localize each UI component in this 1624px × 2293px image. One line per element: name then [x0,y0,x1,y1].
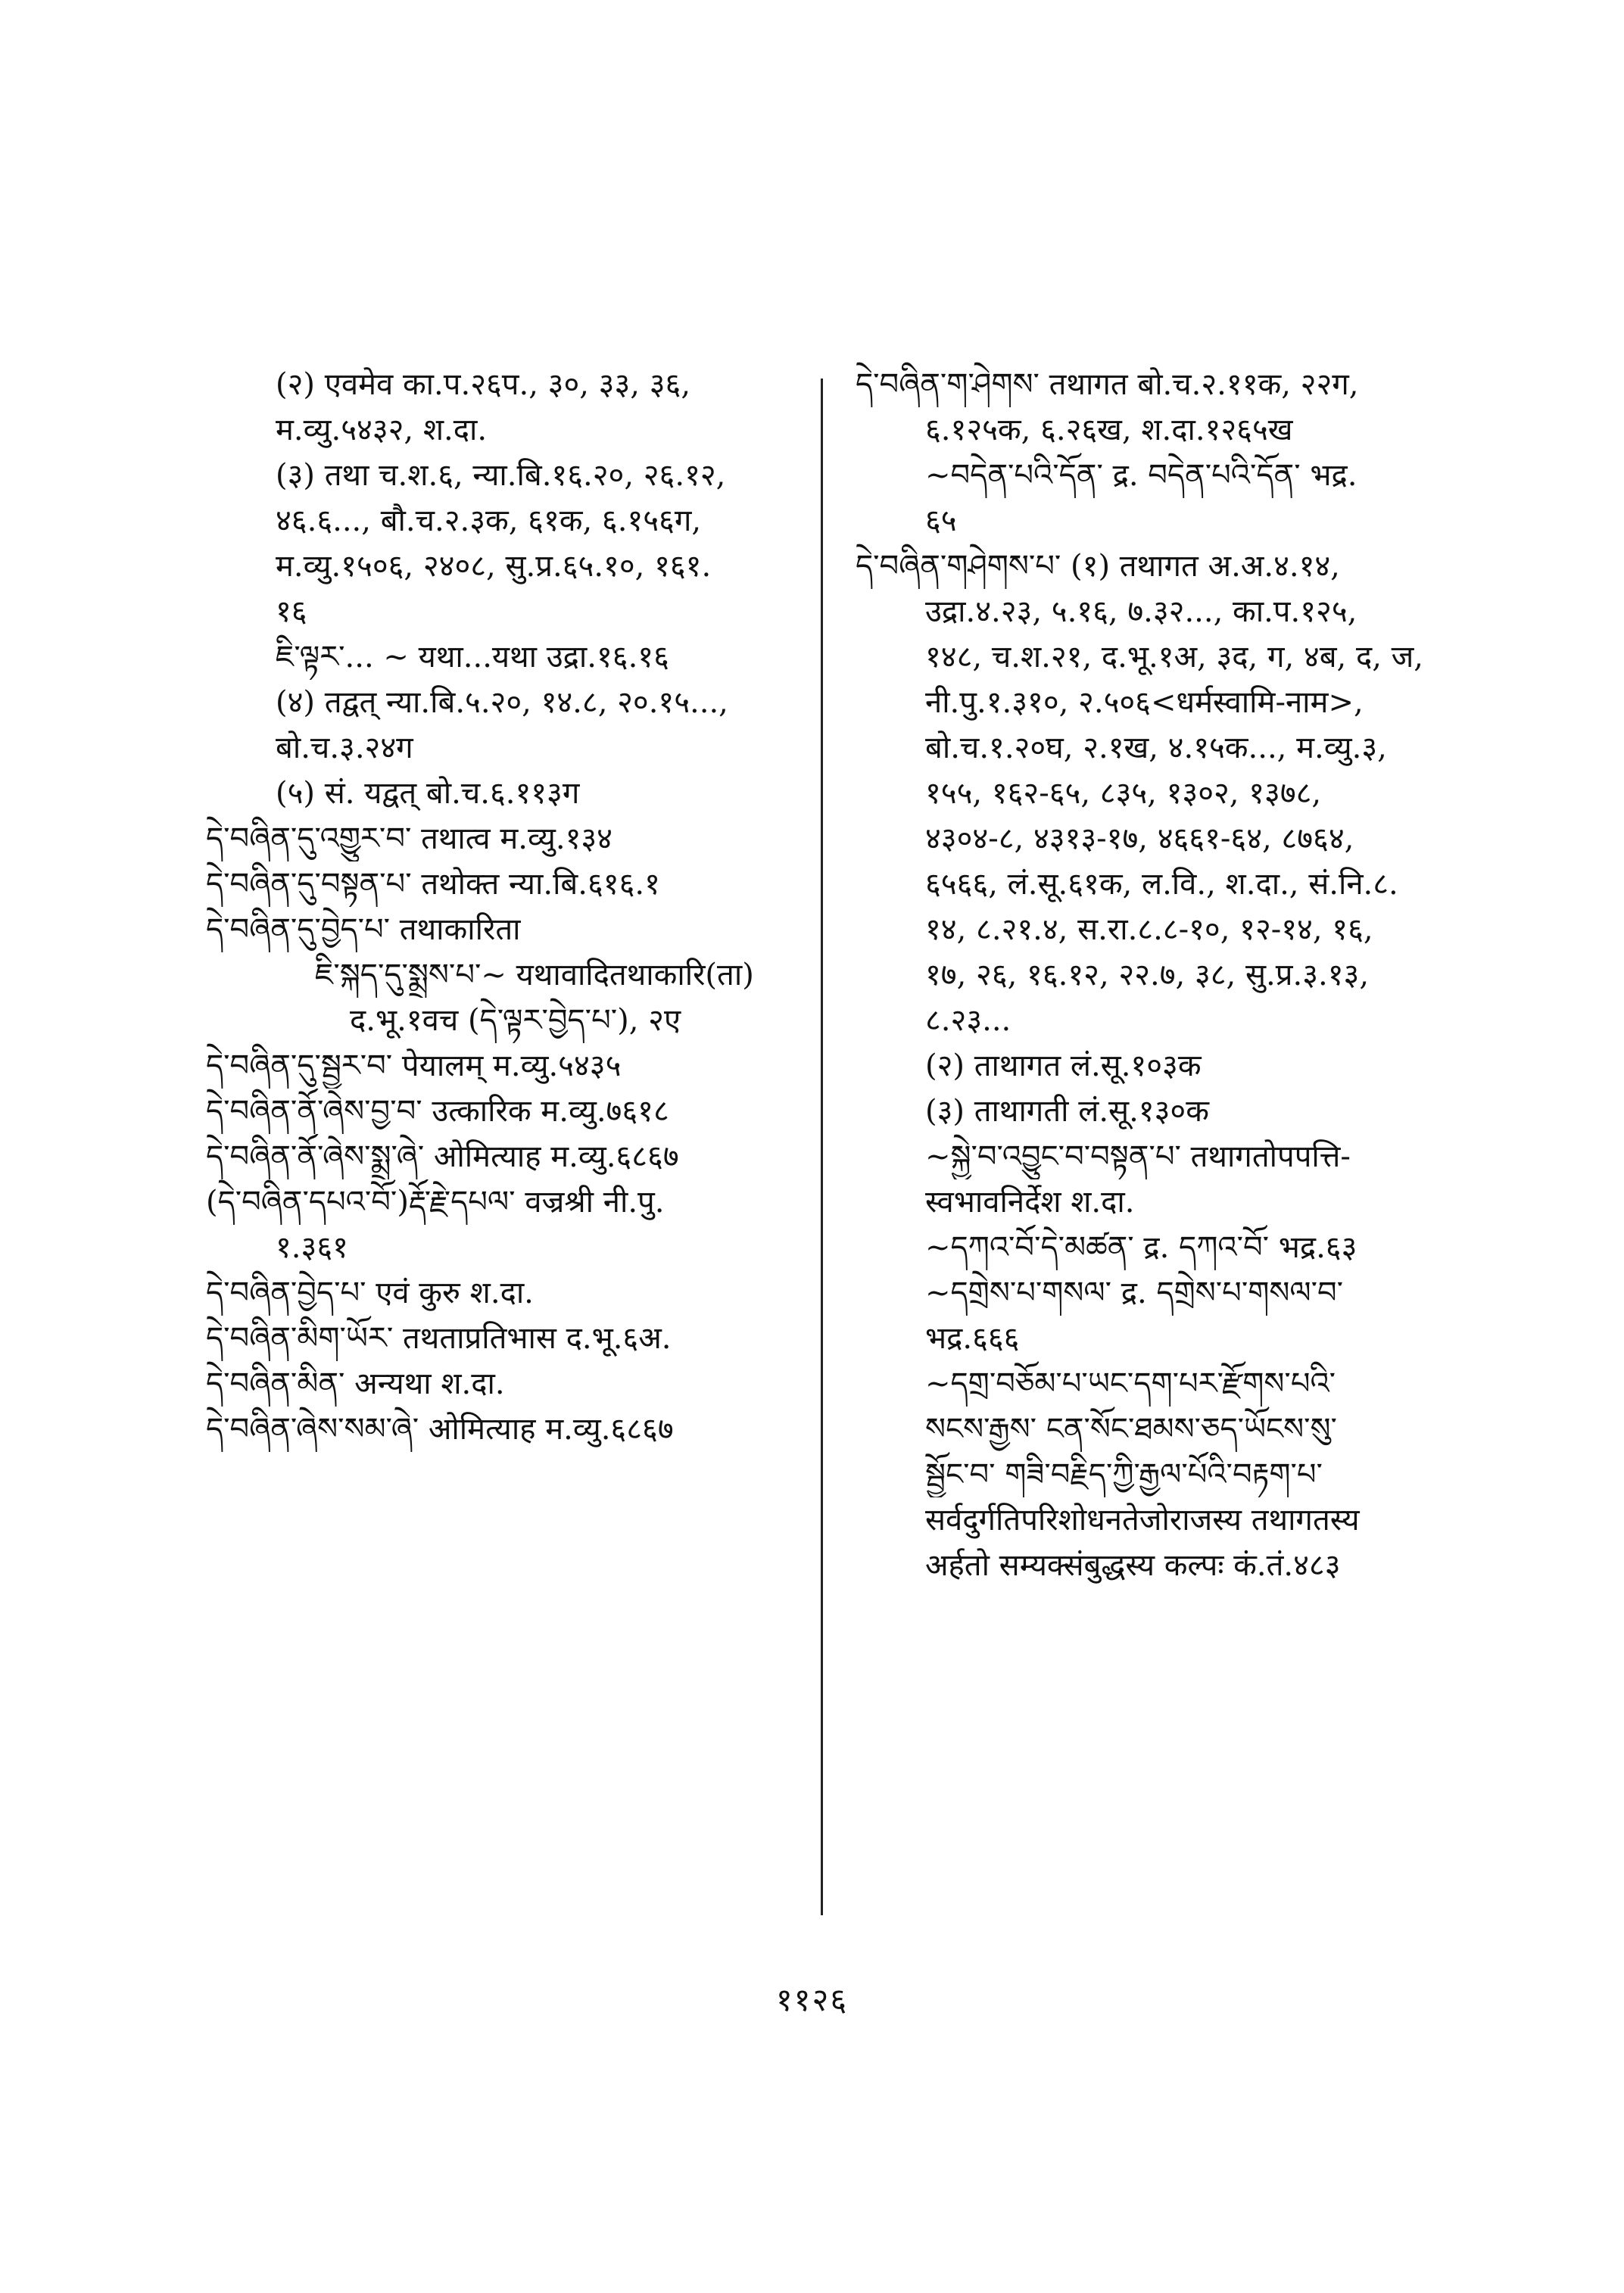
entry-line: དེ་བཞིན་དུ་བསྟན་པ་ तथोक्त न्या.बि.६१६.१ [206,867,660,902]
entry-line: १५५, १६२-६५, ८३५, १३०२, १३७८, [925,776,1322,811]
entry-line: ~དགྲ་བཅོམ་པ་ཡང་དག་པར་རྫོགས་པའི་ [925,1366,1336,1401]
entry-line: नी.पु.१.३१०, २.५०६<धर्मस्वामि-नाम>, [925,685,1364,720]
entry-line: ~སྐྱེ་བ་འབྱུང་བ་བསྟན་པ་ तथागतोपपत्ति- [925,1139,1351,1174]
entry-line: अर्हतो सम्यक्संबुद्धस्य कल्पः कं.तं.४८३ [925,1548,1341,1583]
entry-line: དེ་བཞིན་ཞེས་སམ་ཞེ་ ओमित्याह म.व्यु.६८६७ [206,1412,674,1447]
entry-line: ६.१२५क, ६.२६ख, श.दा.१२६५ख [925,413,1293,447]
entry-line: དེ་བཞིན་དུ་བྱེད་པ་ तथाकारिता [206,912,521,947]
entry-line: बो.च.३.२४ग [276,731,413,765]
entry-line: ८.२३... [925,1003,1011,1038]
entry-line: ६५६६, लं.सू.६१क, ल.वि., श.दा., सं.नि.८. [925,867,1398,902]
entry-line: སྦྱོང་བ་ གཟི་བརྗིད་ཀྱི་རྒྱལ་པོའི་བརྟག་པ་ [925,1457,1323,1492]
entry-line: (५) सं. यद्वत् बो.च.६.११३ग [276,776,580,811]
entry-line: དེ་བཞིན་མིག་ཡོར་ तथताप्रतिभास द.भू.६अ. [206,1321,672,1356]
entry-line: १६ [276,594,307,629]
entry-line: म.व्यु.५४३२, श.दा. [276,413,488,447]
entry-line: སངས་རྒྱས་ ངན་སོང་ཐམས་ཅད་ཡོངས་སུ་ [925,1412,1337,1447]
entry-line: དེ་བཞིན་ནོ་ཞེས་བྱ་བ་ उत्कारिक म.व्यु.७६१८ [206,1094,669,1129]
right-column [856,362,1461,1588]
entry-line: उद्रा.४.२३, ५.१६, ७.३२..., का.प.१२५, [925,594,1357,629]
column-divider [821,379,823,1915]
entry-line: ~དཀའ་བོ་དེ་མཚན་ द्र. དཀའ་བོ་ भद्र.६३ [925,1230,1357,1265]
entry-line: དེ་བཞིན་ནོ་ཞེས་སྨྲ་ཞེ་ ओमित्याह म.व्यु.६८६७ [206,1139,679,1174]
entry-line: १७, २६, १६.१२, २२.७, ३८, सु.प्र.३.१३, [925,958,1370,992]
entry-line: स्वभावनिर्देश श.दा. [925,1185,1135,1220]
entry-line: དེ་བཞིན་དུ་སྦྱར་བ་ पेयालम् म.व्यु.५४३५ [206,1048,622,1083]
entry-line: (३) तथा च.श.६, न्या.बि.१६.२०, २६.१२, [276,458,726,493]
entry-line: ४६.६..., बौ.च.२.३क, ६१क, ६.१५६ग, [276,503,702,538]
entry-line: (४) तद्वत् न्या.बि.५.२०, १४.८, २०.१५..., [276,685,728,720]
entry-line: ~དགྲེས་པ་གསལ་ द्र. དགྲེས་པ་གསལ་བ་ [925,1276,1344,1310]
entry-line: बो.च.१.२०घ, २.१ख, ४.१५क..., म.व्यु.३, [925,731,1387,765]
entry-line: १४, ८.२१.४, स.रा.८.८-१०, १२-१४, १६, [925,912,1373,947]
entry-line: ४३०४-८, ४३१३-१७, ४६६१-६४, ८७६४, [925,821,1354,856]
entry-line: ~བདེན་པའི་དོན་ द्र. བདེན་པའི་དོན་ भद्र. [925,458,1357,493]
entry-line: དེ་བཞིན་ག་ཤེགས་ तथागत बो.च.२.११क, २२ग, [856,367,1359,402]
entry-line: ཇི་སྐད་དུ་སྨྲས་པ་~ यथावादितथाकारि(ता) [315,958,754,992]
entry-line: ६५ [925,503,957,538]
entry-line: (དེ་བཞིན་དཔའ་བོ་)རྡོ་རྗེ་དཔལ་ वज्रश्री नी.पु. [206,1185,665,1220]
entry-line: དེ་བཞིན་དུ་འགྱུར་བ་ तथात्व म.व्यु.१३४ [206,821,613,856]
entry-line: ཇི་ལྟར་... ~ यथा...यथा उद्रा.१६.१६ [276,640,669,675]
entry-line: १.३६१ [276,1230,348,1265]
entry-line: (३) ताथागती लं.सू.१३०क [925,1094,1209,1129]
left-column [206,362,812,1452]
entry-line: (२) एवमेव का.प.२६प., ३०, ३३, ३६, [276,367,691,402]
entry-line: सर्वदुर्गतिपरिशोधनतेजोराजस्य तथागतस्य [925,1503,1360,1537]
entry-line: द.भू.१वच (དེ་ལྟར་བྱེད་པ་), २ए [350,1003,681,1038]
entry-line: १४८, च.श.२१, द.भू.१अ, ३द, ग, ४ब, द, ज, [925,640,1424,675]
page-number: ११२६ [775,1981,849,2018]
entry-line: དེ་བཞིན་གཤེགས་པ་ (१) तथागत अ.अ.४.१४, [856,549,1340,584]
entry-line: (२) ताथागत लं.सू.१०३क [925,1048,1202,1083]
entry-line: དེ་བཞིན་མིན་ अन्यथा श.दा. [206,1366,505,1401]
entry-line: म.व्यु.१५०६, २४०८, सु.प्र.६५.१०, १६१. [276,549,712,584]
entry-line: भद्र.६६६ [925,1321,1020,1356]
entry-line: དེ་བཞིན་བྱེད་པ་ एवं कुरु श.दा. [206,1276,534,1310]
